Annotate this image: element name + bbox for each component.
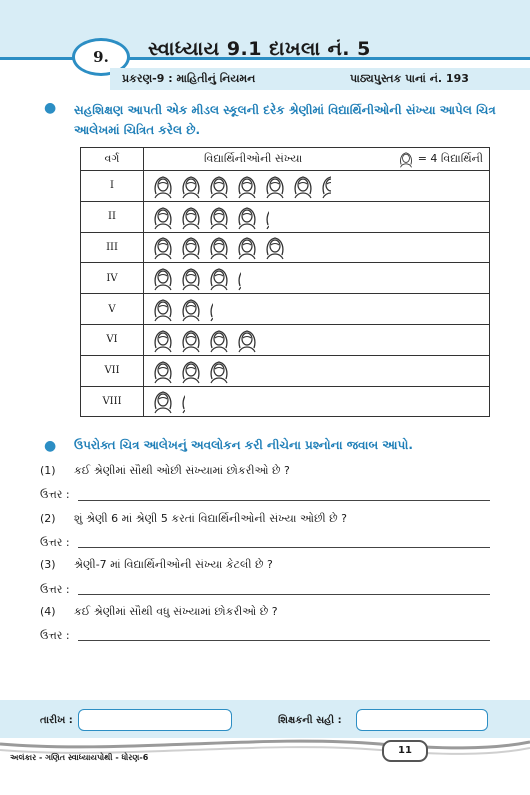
pictograph-table	[80, 147, 490, 417]
partial-girl-icon	[234, 265, 241, 291]
page-number: 11	[382, 740, 428, 762]
girl-icon	[206, 173, 232, 199]
intro-bullet: ●	[44, 100, 57, 116]
partial-girl-icon	[262, 204, 269, 230]
girl-icon	[150, 265, 176, 291]
icon-cell	[144, 386, 490, 417]
question-2-text: શું શ્રેણી 6 માં શ્રેણી 5 કરતાં વિદ્યાર્થિનીઓની સંખ્યા ઓછી છે ?	[74, 512, 347, 525]
table-row	[81, 232, 490, 263]
girl-icon	[262, 173, 288, 199]
table-row	[81, 386, 490, 417]
girl-icon	[234, 327, 260, 353]
girl-icon	[150, 234, 176, 260]
answer-4-label: ઉત્તર :	[40, 629, 70, 642]
girl-icon	[150, 327, 176, 353]
girl-icon	[150, 296, 176, 322]
icon-cell	[144, 232, 490, 263]
partial-girl-icon	[178, 388, 185, 414]
table-row	[81, 171, 490, 202]
partial-girl-icon	[206, 296, 213, 322]
question-4-text: કઈ શ્રેણીમાં સૌથી વધુ સંખ્યામાં છોકરીઓ છે ?	[74, 605, 278, 618]
date-label: તારીખ :	[40, 715, 73, 726]
answer-2-label: ઉત્તર :	[40, 536, 70, 549]
girl-icon	[206, 358, 232, 384]
girl-icon	[206, 234, 232, 260]
class-label: VII	[81, 355, 144, 386]
girl-icon	[178, 204, 204, 230]
girl-icon	[178, 173, 204, 199]
page-title: સ્વાધ્યાય 9.1 દાખલા નં. 5	[148, 38, 371, 60]
answer-3-line[interactable]	[78, 594, 490, 595]
icon-cell	[144, 201, 490, 232]
class-label: I	[81, 171, 144, 202]
class-label: VI	[81, 324, 144, 355]
girl-icon	[150, 204, 176, 230]
chapter-label: પ્રકરણ-9 : માહિતીનું નિયમન	[122, 72, 256, 85]
table-row	[81, 324, 490, 355]
girl-icon	[234, 204, 260, 230]
girl-icon	[206, 265, 232, 291]
table-row	[81, 294, 490, 325]
answer-3-label: ઉત્તર :	[40, 583, 70, 596]
girl-icon	[178, 296, 204, 322]
table-header-row	[81, 148, 490, 171]
girl-icon	[206, 204, 232, 230]
class-label: II	[81, 201, 144, 232]
question-1-text: કઈ શ્રેણીમાં સૌથી ઓછી સંખ્યામાં છોકરીઓ છે ?	[74, 464, 290, 477]
question-4-number: (4)	[40, 605, 56, 618]
question-2-number: (2)	[40, 512, 56, 525]
textbook-page-label: પાઠ્યપુસ્તક પાનાં નં. 193	[350, 72, 469, 85]
girl-icon	[178, 358, 204, 384]
girl-icon	[290, 173, 316, 199]
class-label: VIII	[81, 386, 144, 417]
signature-field[interactable]	[356, 709, 488, 731]
icon-cell	[144, 294, 490, 325]
pictograph-key	[397, 150, 483, 168]
date-field[interactable]	[78, 709, 232, 731]
icon-cell	[144, 355, 490, 386]
icon-cell	[144, 171, 490, 202]
girl-icon	[234, 173, 260, 199]
answer-1-line[interactable]	[78, 500, 490, 501]
girl-icon	[150, 358, 176, 384]
questions-intro: ઉપરોક્ત ચિત્ર આલેખનું અવલોકન કરી નીચેના પ્રશ્નોના જવાબ આપો.	[74, 438, 413, 452]
class-label: IV	[81, 263, 144, 294]
table-row	[81, 201, 490, 232]
girl-icon	[150, 388, 176, 414]
girl-icon	[178, 327, 204, 353]
answer-4-line[interactable]	[78, 640, 490, 641]
column-header-count	[144, 148, 490, 171]
question-3-text: શ્રેણી-7 માં વિદ્યાર્થિનીઓની સંખ્યા કેટલી છે ?	[74, 558, 273, 571]
girl-icon	[178, 265, 204, 291]
exercise-badge: 9.	[72, 38, 130, 76]
intro-text: સહશિક્ષણ આપતી એક મીડલ સ્કૂલની દરેક શ્રેણીમાં વિદ્યાર્થિનીઓની સંખ્યા આપેલ ચિત્ર આલેખમાં ચિત્રિત કરેલ છે.	[74, 103, 496, 137]
book-title: અલંકાર - ગણિત સ્વાધ્યાયપોથી - ધોરણ-6	[10, 753, 149, 762]
key-text: = 4 વિદ્યાર્થિની	[417, 152, 483, 165]
girl-icon	[262, 234, 288, 260]
girl-icon	[178, 234, 204, 260]
table-row	[81, 355, 490, 386]
girl-icon	[234, 234, 260, 260]
column-header-class: વર્ગ	[81, 148, 144, 171]
girl-key-icon	[397, 150, 415, 168]
question-3-number: (3)	[40, 558, 56, 571]
answer-2-line[interactable]	[78, 547, 490, 548]
girl-icon	[150, 173, 176, 199]
icon-cell	[144, 324, 490, 355]
table-row	[81, 263, 490, 294]
partial-girl-icon	[318, 173, 331, 199]
question-1-number: (1)	[40, 464, 56, 477]
signature-label: શિક્ષકની સહી :	[278, 715, 342, 726]
questions-bullet: ●	[44, 438, 57, 454]
class-label: V	[81, 294, 144, 325]
icon-cell	[144, 263, 490, 294]
count-header-label: વિદ્યાર્થિનીઓની સંખ્યા	[204, 152, 303, 165]
answer-1-label: ઉત્તર :	[40, 488, 70, 501]
class-label: III	[81, 232, 144, 263]
girl-icon	[206, 327, 232, 353]
